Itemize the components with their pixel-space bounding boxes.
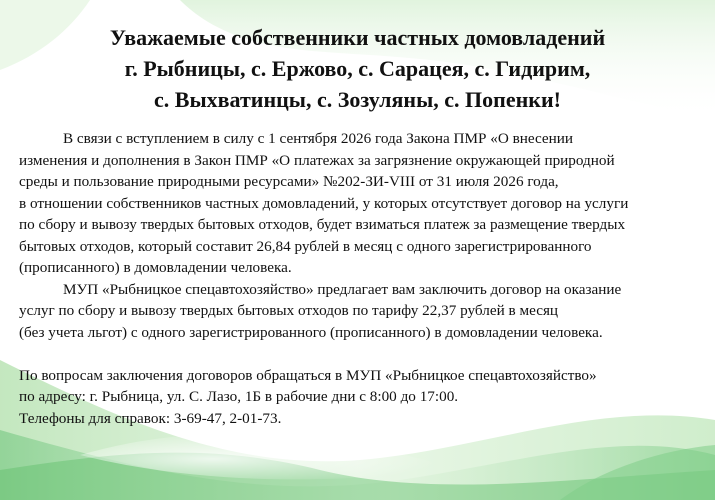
contacts-phones: Телефоны для справок: 3-69-47, 2-01-73. [19, 409, 282, 427]
paragraph-1-line: среды и пользование природными ресурсами» №202-ЗИ-VIII от 31 июля 2026 года, [19, 173, 559, 190]
contacts-address: по адресу: г. Рыбница, ул. С. Лазо, 1Б в рабочие дни с 8:00 до 17:00. [19, 388, 459, 405]
paragraph-2-line: (без учета льгот) с одного зарегистрированного (прописанного) в домовладении человека. [19, 323, 603, 341]
paragraph-1-line: В связи с вступлением в силу с 1 сентября 2026 года Закона ПМР «О внесении [63, 130, 574, 147]
paragraph-2-line: МУП «Рыбницкое спецавтохозяйство» предлагает вам заключить договор на оказание [63, 280, 622, 298]
notice-title [0, 22, 715, 115]
paragraph-1-line: бытовых отходов, который составит 26,84 рублей в месяц с одного зарегистрированного [19, 237, 592, 255]
title-line-2: г. Рыбницы, с. Ержово, с. Сарацея, с. Гидирим, [124, 56, 591, 81]
title-line-1: Уважаемые собственники частных домовладений [109, 25, 606, 50]
contacts [19, 365, 709, 430]
notice-body [19, 128, 709, 429]
paragraph-2-line: услуг по сбору и вывозу твердых бытовых отходов по тарифу 22,37 рублей в месяц [19, 302, 559, 319]
contacts-line: По вопросам заключения договоров обращаться в МУП «Рыбницкое спецавтохозяйство» [19, 366, 597, 384]
paragraph-1-line: по сбору и вывозу твердых бытовых отходов, будет взиматься платеж за размещение твердых [19, 216, 626, 233]
paragraph-1-line: в отношении собственников частных домовладений, у которых отсутствует договор на услуги [19, 194, 629, 212]
paragraph-spacer [19, 343, 709, 365]
paragraph-1-line: (прописанного) в домовладении человека. [19, 259, 292, 276]
paragraph-1-line: изменения и дополнения в Закон ПМР «О платежах за загрязнение окружающей природной [19, 151, 615, 169]
paragraph-1 [19, 128, 709, 279]
title-line-3: с. Выхватинцы, с. Зозуляны, с. Попенки! [154, 87, 561, 112]
paragraph-2 [19, 279, 709, 344]
